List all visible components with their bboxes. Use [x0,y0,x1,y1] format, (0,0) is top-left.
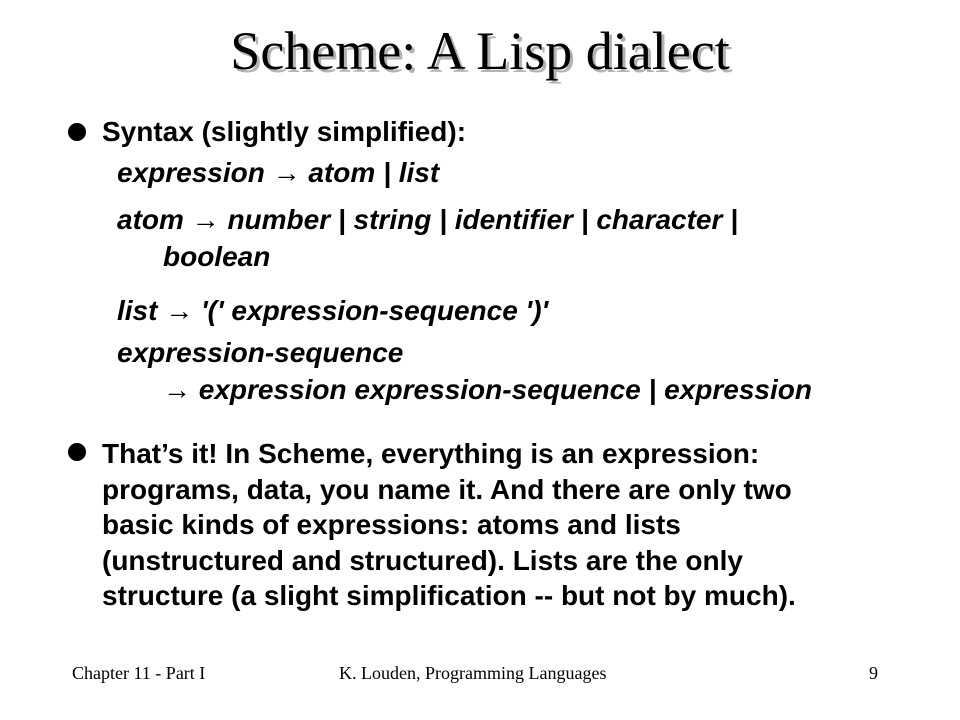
footer-course: K. Louden, Programming Languages [339,663,607,683]
page-number: 9 [869,663,878,683]
bullet-2-line: (unstructured and structured). Lists are the only [102,544,743,576]
bullet-2-line: That’s it! In Scheme, everything is an expression: [102,438,760,469]
bullet-dot-2 [68,443,86,461]
bullet-1-heading: Syntax (slightly simplified): [102,116,467,147]
bullet-2-line: basic kinds of expressions: atoms and lists [102,509,681,541]
grammar-rule-expression-sequence-continued: → expression expression-sequence | expression [163,374,812,405]
bullet-2-line: programs, data, you name it. And there are only two [102,473,792,505]
bullet-dot-1 [68,123,86,141]
bullet-2-paragraph [102,436,932,614]
grammar-rule-atom: atom → number | string | identifier | character | [117,204,739,235]
grammar-rule-list: list → '(' expression-sequence ')' [117,295,549,326]
grammar-rule-atom-continued: boolean [163,241,271,272]
slide-title: Scheme: A Lisp dialect [230,21,730,81]
grammar-rule-expression-sequence: expression-sequence [117,337,404,368]
grammar-rule-expression: expression → atom | list [117,157,440,188]
footer-chapter: Chapter 11 - Part I [72,663,206,683]
bullet-2-line: structure (a slight simplification -- but not by much). [102,580,796,612]
